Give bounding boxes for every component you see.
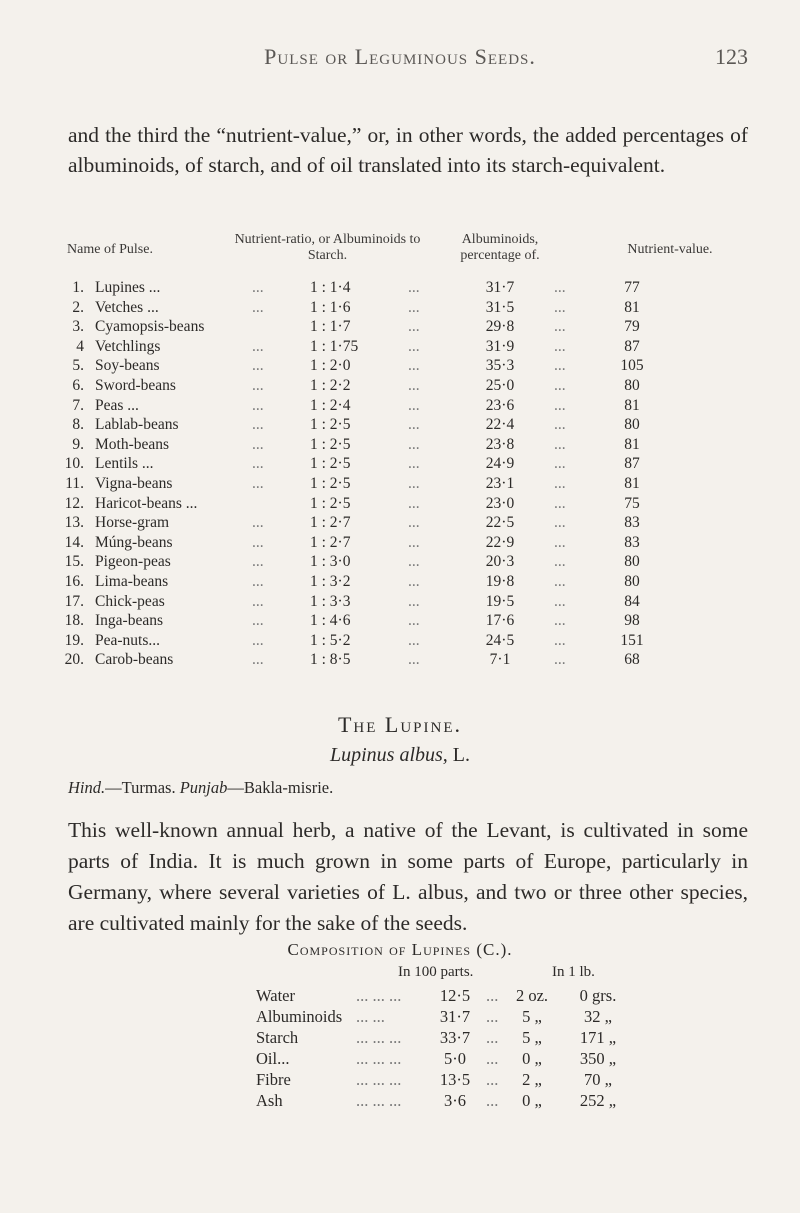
- table-row: [0, 396, 800, 416]
- table-row: [0, 278, 800, 298]
- nutrient-ratio: 1 : 3·0: [310, 553, 351, 571]
- component-percentage: 3·6: [444, 1091, 466, 1110]
- leader-dots: ...: [554, 357, 566, 375]
- component-ounces: 2 oz.: [515, 986, 549, 1005]
- albuminoids-percentage: 23·8: [485, 435, 515, 453]
- leader-dots: ...: [408, 592, 420, 610]
- leader-dots: ...: [408, 416, 420, 434]
- component-ounces: 5 „: [522, 1028, 542, 1047]
- albuminoids-percentage: 23·0: [485, 494, 515, 512]
- component-percentage: 12·5: [439, 986, 471, 1005]
- composition-table: [0, 985, 800, 1111]
- leader-dots: ...: [252, 651, 264, 669]
- component-grains: 0 grs.: [579, 986, 617, 1005]
- table-row: [0, 592, 800, 612]
- table-row: [0, 513, 800, 533]
- nutrient-ratio: 1 : 2·5: [310, 474, 351, 492]
- nutrient-ratio: 1 : 2·5: [310, 435, 351, 453]
- leader-dots: ...: [252, 435, 264, 453]
- albuminoids-percentage: 19·5: [485, 592, 515, 610]
- leader-dots: ...: [554, 592, 566, 610]
- pulse-name: Múng-beans: [95, 533, 173, 551]
- row-number: 8.: [72, 416, 84, 434]
- leader-dots: ...: [554, 631, 566, 649]
- pulse-name: Pigeon-peas: [95, 553, 171, 571]
- composition-row: [0, 1048, 800, 1069]
- table-row: [0, 435, 800, 455]
- leader-dots: ...: [554, 494, 566, 512]
- albuminoids-percentage: 31·7: [485, 279, 515, 296]
- nutrient-value: 81: [624, 435, 640, 453]
- leader-dots: ...: [554, 474, 566, 492]
- row-number: 9.: [72, 435, 84, 453]
- nutrient-ratio: 1 : 2·0: [310, 357, 351, 375]
- section-title: The Lupine.: [337, 712, 463, 737]
- leader-dots: ...: [252, 416, 264, 434]
- pulse-name: Lupines ...: [95, 279, 161, 296]
- leader-dots: ...: [408, 376, 420, 394]
- table-row: [0, 337, 800, 357]
- albuminoids-percentage: 7·1: [489, 651, 511, 669]
- leader-dots: ...: [486, 1049, 499, 1068]
- leader-dots: ...: [252, 553, 264, 571]
- row-number: 5.: [72, 357, 84, 375]
- nutrient-value: 75: [624, 494, 640, 512]
- albuminoids-percentage: 19·8: [485, 572, 515, 590]
- nutrient-ratio: 1 : 8·5: [310, 651, 351, 669]
- intro-paragraph: and the third the “nutrient-value,” or, in other words, the added percentages of albuminoids, of starch, and of oil translated into its starch-equivalent.: [68, 123, 748, 177]
- pulse-name: Sword-beans: [95, 376, 176, 394]
- leader-dots: ...: [408, 474, 420, 492]
- leader-dots: ...: [486, 986, 499, 1005]
- leader-dots: ...: [554, 514, 566, 532]
- table-row: [0, 376, 800, 396]
- header-name: Name of Pulse.: [67, 242, 153, 257]
- header-ratio: Nutrient-ratio, or Albuminoids to Starch.: [234, 232, 421, 263]
- leader-dots: ...: [252, 455, 264, 473]
- leader-dots: ...: [554, 337, 566, 355]
- leader-dots: ...: [408, 494, 420, 512]
- vernacular-punjab: —Bakla-misrie.: [227, 778, 334, 797]
- leader-dots: ...: [252, 298, 264, 316]
- leader-dots: ...: [554, 376, 566, 394]
- nutrient-value: 81: [624, 298, 640, 316]
- albuminoids-percentage: 24·9: [485, 455, 515, 473]
- pulse-name: Cyamopsis-beans: [95, 318, 205, 336]
- vernacular-names: [68, 778, 333, 798]
- composition-row: [0, 1090, 800, 1111]
- leader-dots: ...: [408, 318, 420, 336]
- composition-row: [0, 1027, 800, 1048]
- table-row: [0, 415, 800, 435]
- albuminoids-percentage: 23·1: [485, 474, 515, 492]
- albuminoids-percentage: 24·5: [485, 631, 515, 649]
- nutrient-table: [0, 278, 800, 670]
- row-number: 16.: [64, 572, 84, 590]
- leader-dots: ...: [554, 455, 566, 473]
- component-percentage: 13·5: [439, 1070, 471, 1089]
- nutrient-value: 80: [624, 553, 640, 571]
- component-label: Oil...: [256, 1049, 290, 1068]
- nutrient-ratio: 1 : 1·4: [310, 279, 351, 296]
- pulse-name: Haricot-beans ...: [95, 494, 198, 512]
- latin-authority: L.: [452, 744, 471, 766]
- table-row: [0, 650, 800, 670]
- nutrient-ratio: 1 : 5·2: [310, 631, 351, 649]
- nutrient-value: 68: [624, 651, 640, 669]
- leader-dots: ... ... ...: [356, 1091, 402, 1110]
- albuminoids-percentage: 29·8: [485, 318, 515, 336]
- row-number: 20.: [64, 651, 84, 669]
- leader-dots: ...: [486, 1028, 499, 1047]
- row-number: 18.: [64, 612, 84, 630]
- nutrient-value: 105: [620, 357, 644, 375]
- leader-dots: ...: [252, 376, 264, 394]
- nutrient-ratio: 1 : 2·4: [310, 396, 351, 414]
- running-head: Pulse or Leguminous Seeds.: [264, 44, 536, 69]
- leader-dots: ...: [554, 612, 566, 630]
- leader-dots: ... ... ...: [356, 1028, 402, 1047]
- composition-row: [0, 1006, 800, 1027]
- leader-dots: ...: [554, 279, 566, 296]
- pulse-name: Horse-gram: [95, 514, 170, 532]
- leader-dots: ...: [252, 337, 264, 355]
- table-row: [0, 494, 800, 514]
- table-row: [0, 533, 800, 553]
- row-number: 10.: [64, 455, 84, 473]
- vernacular-hind: —Turmas.: [105, 778, 176, 797]
- row-number: 11.: [65, 474, 84, 492]
- component-label: Albuminoids: [256, 1007, 343, 1026]
- leader-dots: ...: [554, 533, 566, 551]
- pulse-name: Inga-beans: [95, 612, 163, 630]
- composition-head-lb: In 1 lb.: [552, 964, 595, 980]
- leader-dots: ...: [554, 435, 566, 453]
- component-grains: 252 „: [579, 1091, 617, 1110]
- table-row: [0, 356, 800, 376]
- leader-dots: ...: [408, 455, 420, 473]
- table-row: [0, 298, 800, 318]
- albuminoids-percentage: 35·3: [485, 357, 515, 375]
- leader-dots: ...: [408, 337, 420, 355]
- albuminoids-percentage: 22·9: [485, 533, 515, 551]
- nutrient-value: 80: [624, 572, 640, 590]
- component-grains: 171 „: [579, 1028, 617, 1047]
- nutrient-ratio: 1 : 4·6: [310, 612, 351, 630]
- table-row: [0, 552, 800, 572]
- header-nutrient-value: Nutrient-value.: [627, 242, 713, 257]
- header-albuminoids: Albuminoids, percentage of.: [460, 232, 540, 263]
- pulse-name: Vetches ...: [95, 298, 159, 316]
- row-number: 4: [76, 337, 84, 355]
- leader-dots: ...: [486, 1007, 499, 1026]
- nutrient-value: 81: [624, 474, 640, 492]
- leader-dots: ... ... ...: [356, 986, 402, 1005]
- leader-dots: ...: [252, 474, 264, 492]
- nutrient-ratio: 1 : 2·2: [310, 376, 351, 394]
- component-percentage: 33·7: [439, 1028, 471, 1047]
- leader-dots: ...: [408, 435, 420, 453]
- leader-dots: ...: [252, 572, 264, 590]
- pulse-name: Vetchlings: [95, 337, 161, 355]
- leader-dots: ...: [252, 357, 264, 375]
- page-number: 123: [715, 44, 748, 69]
- composition-head-parts: In 100 parts.: [398, 964, 474, 980]
- table-row: [0, 317, 800, 337]
- nutrient-value: 77: [624, 279, 640, 296]
- leader-dots: ...: [554, 553, 566, 571]
- component-ounces: 5 „: [522, 1007, 542, 1026]
- pulse-name: Pea-nuts...: [95, 631, 161, 649]
- vernacular-hind-label: Hind.: [68, 778, 106, 797]
- leader-dots: ...: [554, 396, 566, 414]
- nutrient-value: 84: [624, 592, 640, 610]
- nutrient-value: 151: [620, 631, 644, 649]
- table-row: [0, 572, 800, 592]
- component-ounces: 0 „: [522, 1049, 542, 1068]
- leader-dots: ... ... ...: [356, 1049, 402, 1068]
- row-number: 1.: [72, 279, 84, 296]
- component-label: Fibre: [256, 1070, 291, 1089]
- component-label: Starch: [256, 1028, 299, 1047]
- component-grains: 32 „: [584, 1007, 612, 1026]
- nutrient-ratio: 1 : 1·7: [310, 318, 351, 336]
- nutrient-ratio: 1 : 1·75: [310, 337, 359, 355]
- leader-dots: ...: [408, 572, 420, 590]
- nutrient-ratio: 1 : 2·7: [310, 514, 351, 532]
- leader-dots: ...: [408, 651, 420, 669]
- component-ounces: 0 „: [522, 1091, 542, 1110]
- leader-dots: ... ... ...: [356, 1070, 402, 1089]
- row-number: 12.: [64, 494, 84, 512]
- albuminoids-percentage: 22·4: [485, 416, 515, 434]
- nutrient-ratio: 1 : 2·5: [310, 494, 351, 512]
- leader-dots: ...: [486, 1091, 499, 1110]
- nutrient-value: 87: [624, 455, 640, 473]
- component-grains: 70 „: [584, 1070, 612, 1089]
- pulse-name: Chick-peas: [95, 592, 165, 610]
- nutrient-value: 87: [624, 337, 640, 355]
- leader-dots: ...: [408, 298, 420, 316]
- leader-dots: ...: [554, 318, 566, 336]
- table-row: [0, 454, 800, 474]
- pulse-name: Lentils ...: [95, 455, 154, 473]
- pulse-name: Peas ...: [95, 396, 139, 414]
- latin-name: [0, 744, 800, 767]
- vernacular-punjab-label: Punjab: [179, 778, 228, 797]
- composition-row: [0, 1069, 800, 1090]
- row-number: 15.: [64, 553, 84, 571]
- leader-dots: ...: [408, 553, 420, 571]
- leader-dots: ...: [408, 533, 420, 551]
- component-percentage: 5·0: [444, 1049, 466, 1068]
- albuminoids-percentage: 25·0: [485, 376, 515, 394]
- table-row: [0, 611, 800, 631]
- leader-dots: ... ...: [356, 1007, 385, 1026]
- row-number: 3.: [72, 318, 84, 336]
- leader-dots: ...: [252, 631, 264, 649]
- row-number: 17.: [64, 592, 84, 610]
- leader-dots: ...: [252, 533, 264, 551]
- component-label: Water: [256, 986, 295, 1005]
- nutrient-ratio: 1 : 1·6: [310, 298, 351, 316]
- leader-dots: ...: [252, 396, 264, 414]
- nutrient-ratio: 1 : 3·3: [310, 592, 351, 610]
- leader-dots: ...: [252, 279, 264, 296]
- nutrient-value: 83: [624, 514, 640, 532]
- composition-title: Composition of Lupines (C.).: [287, 940, 513, 959]
- pulse-name: Lablab-beans: [95, 416, 179, 434]
- pulse-name: Vigna-beans: [95, 474, 173, 492]
- component-grains: 350 „: [579, 1049, 617, 1068]
- albuminoids-percentage: 23·6: [485, 396, 515, 414]
- leader-dots: ...: [408, 357, 420, 375]
- latin-genus-species: Lupinus albus,: [329, 744, 448, 766]
- leader-dots: ...: [252, 612, 264, 630]
- pulse-name: Moth-beans: [95, 435, 170, 453]
- nutrient-ratio: 1 : 2·5: [310, 455, 351, 473]
- nutrient-value: 98: [624, 612, 640, 630]
- albuminoids-percentage: 31·5: [485, 298, 515, 316]
- albuminoids-percentage: 17·6: [485, 612, 515, 630]
- row-number: 7.: [72, 396, 84, 414]
- composition-row: [0, 985, 800, 1006]
- leader-dots: ...: [554, 651, 566, 669]
- component-percentage: 31·7: [439, 1007, 471, 1026]
- leader-dots: ...: [554, 572, 566, 590]
- albuminoids-percentage: 20·3: [485, 553, 515, 571]
- nutrient-ratio: 1 : 2·5: [310, 416, 351, 434]
- leader-dots: ...: [554, 416, 566, 434]
- table-row: [0, 474, 800, 494]
- nutrient-value: 80: [624, 416, 640, 434]
- leader-dots: ...: [408, 612, 420, 630]
- row-number: 6.: [72, 376, 84, 394]
- leader-dots: ...: [486, 1070, 499, 1089]
- albuminoids-percentage: 22·5: [485, 514, 515, 532]
- nutrient-value: 80: [624, 376, 640, 394]
- pulse-name: Soy-beans: [95, 357, 160, 375]
- row-number: 13.: [64, 514, 84, 532]
- leader-dots: ...: [554, 298, 566, 316]
- nutrient-value: 83: [624, 533, 640, 551]
- row-number: 14.: [64, 533, 84, 551]
- albuminoids-percentage: 31·9: [485, 337, 515, 355]
- leader-dots: ...: [252, 592, 264, 610]
- leader-dots: ...: [252, 514, 264, 532]
- table-row: [0, 631, 800, 651]
- row-number: 2.: [72, 298, 84, 316]
- leader-dots: ...: [408, 279, 420, 296]
- row-number: 19.: [64, 631, 84, 649]
- leader-dots: ...: [408, 514, 420, 532]
- nutrient-value: 81: [624, 396, 640, 414]
- pulse-name: Lima-beans: [95, 572, 169, 590]
- nutrient-ratio: 1 : 2·7: [310, 533, 351, 551]
- component-label: Ash: [256, 1091, 283, 1110]
- nutrient-ratio: 1 : 3·2: [310, 572, 351, 590]
- leader-dots: ...: [408, 396, 420, 414]
- nutrient-value: 79: [624, 318, 640, 336]
- component-ounces: 2 „: [522, 1070, 542, 1089]
- body-paragraph: This well-known annual herb, a native of the Levant, is cultivated in some parts of India. It is much grown in some parts of Europe, particularly in Germany, where several varieties of L. albus, and two or three other species, are cultivated mainly for the sake of the seeds.: [68, 818, 748, 935]
- leader-dots: ...: [408, 631, 420, 649]
- pulse-name: Carob-beans: [95, 651, 174, 669]
